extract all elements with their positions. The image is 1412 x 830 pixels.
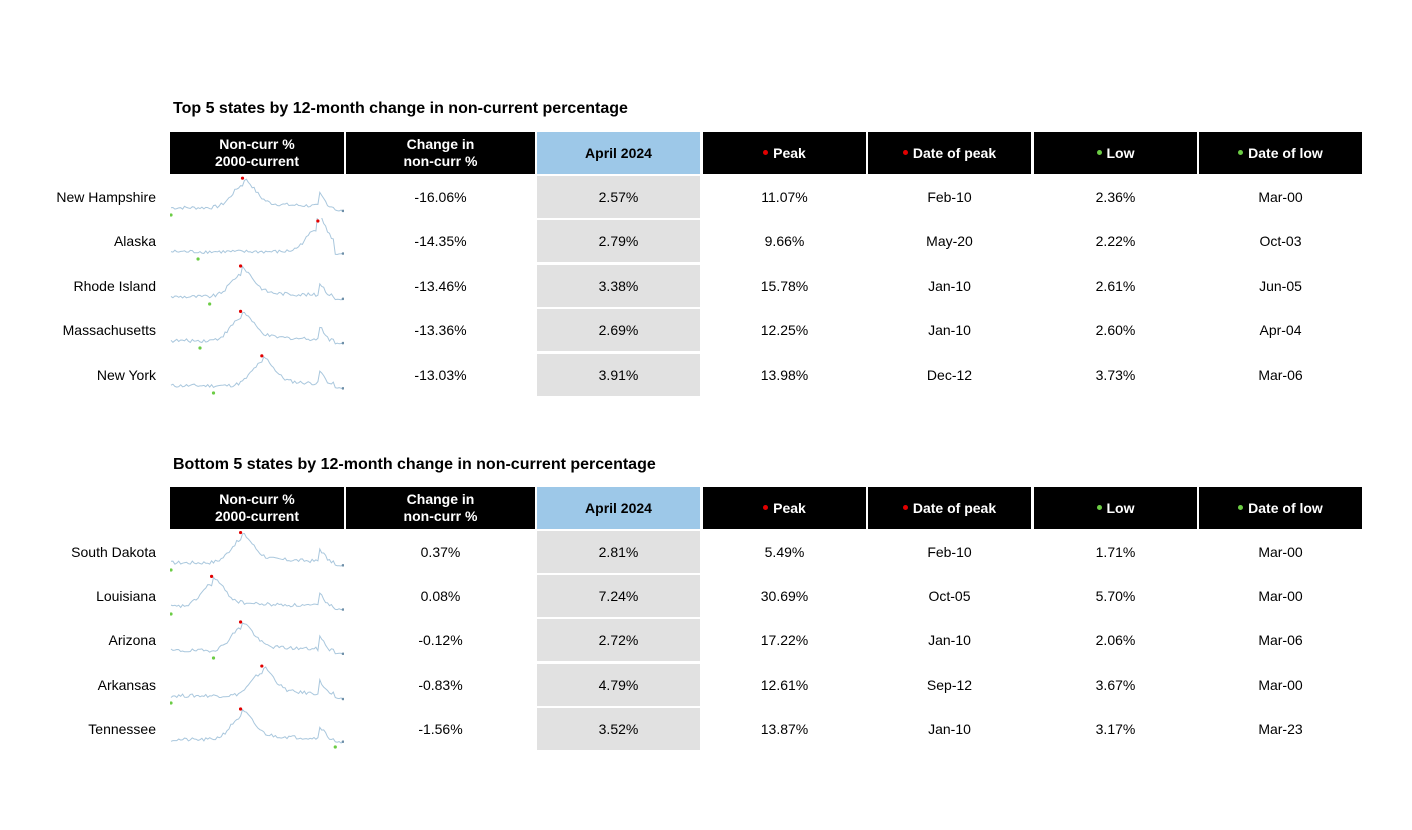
cell-april: 3.91% — [537, 354, 700, 396]
header-date-of-low: Date of low — [1199, 132, 1362, 174]
cell-peak: 17.22% — [760, 632, 809, 648]
low-marker — [170, 213, 173, 216]
sparkline-chart — [170, 263, 344, 307]
cell-date-peak: Jan-10 — [928, 278, 971, 294]
low-marker — [170, 568, 173, 571]
header-date-of-peak: Date of peak — [868, 132, 1031, 174]
cell-low: 1.71% — [1095, 544, 1136, 560]
low-marker — [196, 257, 199, 260]
cell-april: 4.79% — [537, 664, 700, 706]
row-state-label: South Dakota — [71, 544, 156, 560]
cell-date-peak: Feb-10 — [927, 189, 972, 205]
cell-april: 7.24% — [537, 575, 700, 617]
cell-date-peak: Jan-10 — [928, 322, 971, 338]
sparkline-series — [171, 623, 343, 654]
cell-low: 2.60% — [1095, 322, 1136, 338]
peak-marker — [260, 354, 263, 357]
sparkline-chart — [170, 529, 344, 573]
sparkline-series — [171, 266, 343, 300]
cell-date-low: Oct-03 — [1259, 233, 1302, 249]
header-sparkline: Non-curr % 2000-current — [170, 132, 344, 174]
low-marker — [170, 701, 173, 704]
cell-date-low: Jun-05 — [1259, 278, 1302, 294]
peak-marker — [239, 310, 242, 313]
cell-date-peak: Feb-10 — [927, 544, 972, 560]
peak-marker — [239, 264, 242, 267]
header-low: Low — [1034, 132, 1197, 174]
header-date-of-low: Date of low — [1199, 487, 1362, 529]
header-peak: Peak — [703, 132, 866, 174]
cell-change: -0.12% — [418, 632, 463, 648]
header-april: April 2024 — [537, 487, 700, 529]
sparkline-chart — [170, 617, 344, 661]
row-state-label: Arkansas — [97, 677, 156, 693]
cell-change: -13.03% — [414, 367, 467, 383]
cell-low: 5.70% — [1095, 588, 1136, 604]
low-marker — [212, 391, 215, 394]
row-state-label: Louisiana — [96, 588, 156, 604]
cell-peak: 15.78% — [760, 278, 809, 294]
sparkline-chart — [170, 662, 344, 706]
row-state-label: New York — [96, 367, 156, 383]
peak-marker — [239, 620, 242, 623]
header-change: Change in non-curr % — [346, 487, 535, 529]
peak-marker — [239, 707, 242, 710]
row-state-label: Alaska — [113, 233, 156, 249]
cell-low: 2.06% — [1095, 632, 1136, 648]
header-sparkline: Non-curr % 2000-current — [170, 487, 344, 529]
sparkline-chart — [170, 218, 344, 262]
cell-date-peak: Jan-10 — [928, 721, 971, 737]
end-marker — [342, 652, 344, 655]
cell-april: 2.79% — [537, 220, 700, 262]
end-marker — [342, 387, 344, 390]
cell-date-low: Mar-06 — [1258, 367, 1303, 383]
green-dot-icon — [1097, 150, 1102, 155]
sparkline-series — [171, 667, 343, 699]
low-marker — [212, 656, 215, 659]
row-state-label: Rhode Island — [73, 278, 156, 294]
cell-change: -0.83% — [418, 677, 463, 693]
cell-date-peak: Sep-12 — [926, 677, 973, 693]
cell-peak: 11.07% — [761, 189, 808, 205]
cell-date-low: Mar-00 — [1258, 544, 1303, 560]
red-dot-icon — [903, 505, 908, 510]
cell-april: 2.72% — [537, 619, 700, 661]
red-dot-icon — [763, 150, 768, 155]
cell-change: -14.35% — [414, 233, 467, 249]
cell-change: -13.46% — [414, 278, 467, 294]
sparkline-chart — [170, 706, 344, 750]
cell-low: 3.17% — [1095, 721, 1136, 737]
low-marker — [334, 745, 337, 748]
cell-low: 3.67% — [1095, 677, 1136, 693]
cell-date-peak: Oct-05 — [928, 588, 971, 604]
sparkline-chart — [170, 352, 344, 396]
sparkline-chart — [170, 573, 344, 617]
cell-change: -16.06% — [414, 189, 467, 205]
cell-peak: 30.69% — [760, 588, 809, 604]
row-state-label: Arizona — [108, 632, 156, 648]
red-dot-icon — [903, 150, 908, 155]
end-marker — [342, 608, 344, 611]
section-title: Bottom 5 states by 12-month change in non-current percentage — [173, 456, 656, 473]
cell-date-low: Mar-00 — [1258, 677, 1303, 693]
sparkline-series — [171, 534, 343, 567]
end-marker — [342, 342, 344, 345]
cell-peak: 9.66% — [764, 233, 805, 249]
cell-date-low: Mar-06 — [1258, 632, 1303, 648]
header-date-of-peak: Date of peak — [868, 487, 1031, 529]
section-title: Top 5 states by 12-month change in non-current percentage — [173, 100, 628, 117]
cell-peak: 13.98% — [760, 367, 809, 383]
low-marker — [208, 302, 211, 305]
cell-date-low: Mar-00 — [1258, 588, 1303, 604]
cell-date-low: Mar-00 — [1258, 189, 1303, 205]
sparkline-series — [171, 357, 343, 389]
peak-marker — [241, 177, 244, 180]
green-dot-icon — [1097, 505, 1102, 510]
peak-marker — [239, 531, 242, 534]
cell-peak: 12.61% — [760, 677, 809, 693]
cell-date-peak: Dec-12 — [926, 367, 973, 383]
cell-date-peak: Jan-10 — [928, 632, 971, 648]
sparkline-chart — [170, 174, 344, 218]
cell-peak: 12.25% — [760, 322, 809, 338]
header-april: April 2024 — [537, 132, 700, 174]
cell-peak: 13.87% — [760, 721, 809, 737]
cell-april: 3.38% — [537, 265, 700, 307]
header-low: Low — [1034, 487, 1197, 529]
row-state-label: New Hampshire — [56, 189, 156, 205]
peak-marker — [260, 664, 263, 667]
cell-april: 2.57% — [537, 176, 700, 218]
peak-marker — [316, 219, 319, 222]
cell-change: -1.56% — [418, 721, 463, 737]
sparkline-series — [171, 218, 343, 255]
end-marker — [342, 252, 344, 255]
sparkline-chart — [170, 307, 344, 351]
cell-date-peak: May-20 — [926, 233, 973, 249]
cell-date-low: Apr-04 — [1259, 322, 1302, 338]
cell-april: 2.81% — [537, 531, 700, 573]
green-dot-icon — [1238, 505, 1243, 510]
sparkline-series — [171, 179, 343, 211]
cell-low: 2.22% — [1095, 233, 1136, 249]
cell-april: 3.52% — [537, 708, 700, 750]
sparkline-series — [171, 577, 343, 609]
header-peak: Peak — [703, 487, 866, 529]
header-change: Change in non-curr % — [346, 132, 535, 174]
cell-change: -13.36% — [414, 322, 467, 338]
cell-low: 2.36% — [1095, 189, 1136, 205]
cell-peak: 5.49% — [764, 544, 805, 560]
low-marker — [198, 346, 201, 349]
low-marker — [170, 612, 173, 615]
cell-low: 2.61% — [1095, 278, 1136, 294]
cell-april: 2.69% — [537, 309, 700, 351]
sparkline-series — [171, 710, 343, 743]
green-dot-icon — [1238, 150, 1243, 155]
cell-change: 0.37% — [420, 544, 461, 560]
cell-change: 0.08% — [420, 588, 461, 604]
red-dot-icon — [763, 505, 768, 510]
cell-low: 3.73% — [1095, 367, 1136, 383]
row-state-label: Massachusetts — [62, 322, 156, 338]
row-state-label: Tennessee — [88, 721, 156, 737]
cell-date-low: Mar-23 — [1258, 721, 1303, 737]
peak-marker — [210, 575, 213, 578]
sparkline-series — [171, 312, 343, 344]
